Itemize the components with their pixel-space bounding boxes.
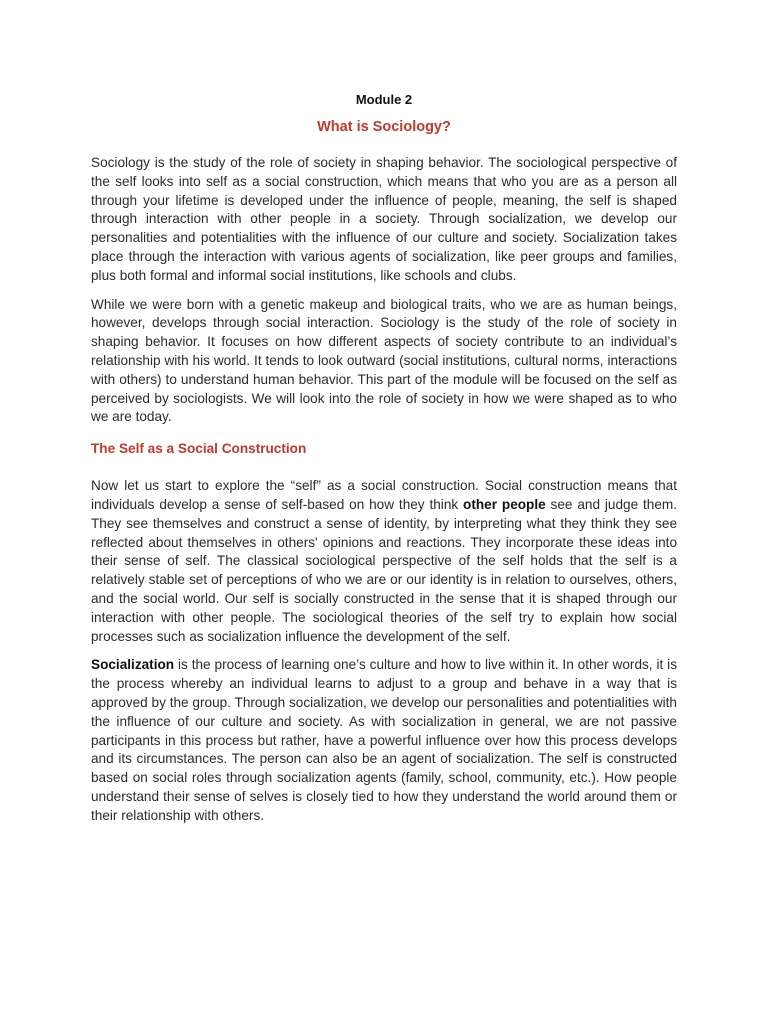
paragraph-text: see and judge them. They see themselves and construct a sense of identity, by interpreting what they think they see reflected about themselves in others' opinions and reactions. They incorporate these ideas into their sense of self. The classical sociological perspective of the self holds that the self is a relatively stable set of perceptions of who we are or our identity is in relation to ourselves, others, and the social world. Our self is socially constructed in the sense that it is shaped through our interaction with other people. The sociological theories of the self try to explain how social processes such as socialization influence the development of the self.: [91, 496, 677, 644]
module-label: Module 2: [355, 92, 413, 107]
document-page: [91, 91, 677, 826]
paragraph-text: is the process of learning one’s culture and how to live within it. In other words, it is the process whereby an individual learns to adjust to a group and behave in a way that is approved by the group. Through socialization, we develop our personalities and potentialities with the influence of our culture and society. As with socialization in general, we are not passive participants in this process but rather, have a powerful influence over how this process develops and its circumstances. The person can also be an agent of socialization. The self is constructed based on social roles through socialization agents (family, school, community, etc.). How people understand their sense of selves is closely tied to how they understand the world around them or their relationship with others.: [91, 657, 677, 823]
section-paragraph-2: [91, 656, 677, 825]
emphasis-term: Socialization: [91, 657, 175, 673]
paragraph-text: Now let us start to explore the “self” as a social construction. Social construction means that individuals develop a sense of self-based on how they think: [91, 478, 677, 512]
intro-paragraph-2: While we were born with a genetic makeup and biological traits, who we are as human beings, however, develops through social interaction. Sociology is the study of the role of society in shaping behavior. It focuses on how different aspects of society contribute to an individual’s relationship with his world. It tends to look outward (social institutions, cultural norms, interactions with others) to understand human behavior. This part of the module will be focused on the self as perceived by sociologists. We will look into the role of society in how we were shaped as to who we are today.: [91, 296, 677, 425]
section-heading: The Self as a Social Construction: [91, 441, 307, 457]
section-paragraph-1: [91, 477, 677, 646]
emphasis-text: other people: [463, 496, 546, 512]
page-title: What is Sociology?: [317, 119, 451, 135]
intro-paragraph-1: Sociology is the study of the role of society in shaping behavior. The sociological perspective of the self looks into self as a social construction, which means that who you are as a person all through your lifetime is developed under the influence of people, meaning, the self is shaped through interaction with other people in a society. Through socialization, we develop our personalities and potentialities with the influence of our culture and society. Socialization takes place through the interaction with various agents of socialization, like peer groups and families, plus both formal and informal social institutions, like schools and clubs.: [91, 155, 677, 283]
